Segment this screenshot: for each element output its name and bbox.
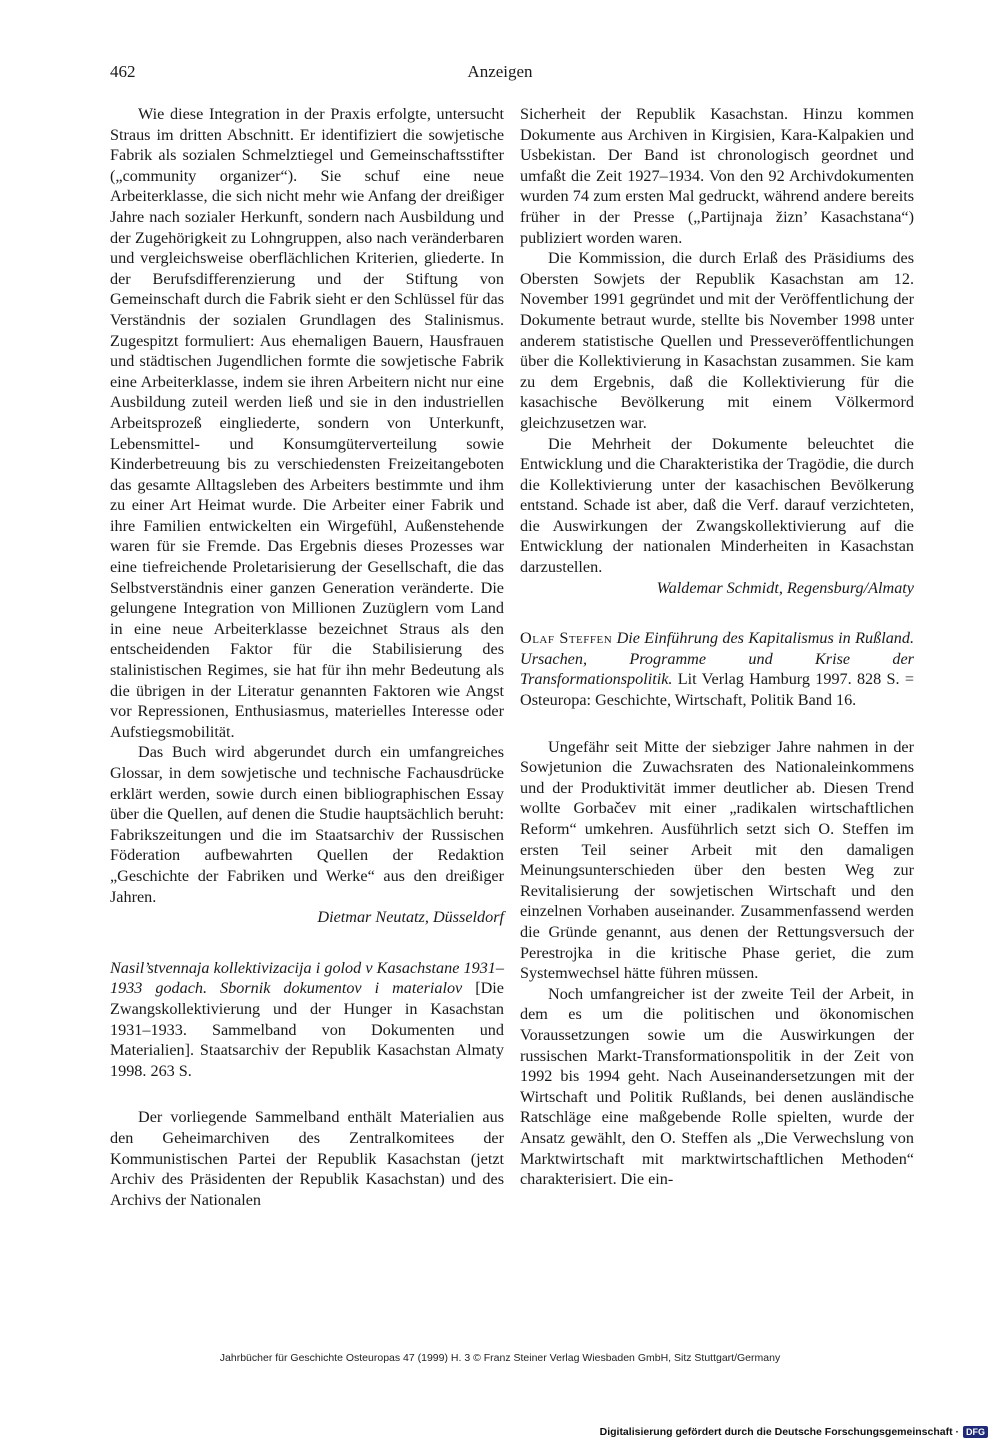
bibliographic-entry — [110, 958, 504, 1082]
reviewer-signature: Waldemar Schmidt, Regensburg/Almaty — [656, 578, 914, 597]
dfg-note-text: Digitalisierung gefördert durch die Deutsche Forschungsgemeinschaft · — [599, 1426, 959, 1438]
book-title: Nasil’stvennaja kollektivizacija i golod v Kasachstane 1931–1933 godach. Sbornik dokumentov i materialov — [110, 958, 504, 998]
book-details: Lit Verlag Hamburg 1997. 828 S. = Osteuropa: Geschichte, Wirtschaft, Politik Band 16. — [520, 670, 914, 710]
page-number: 462 — [110, 62, 136, 81]
journal-imprint: Jahrbücher für Geschichte Osteuropas 47 (1999) H. 3 © Franz Steiner Verlag Wiesbaden GmbH, Sitz Stuttgart/Germany — [219, 1352, 781, 1364]
book-author: Olaf Steffen — [520, 629, 613, 648]
review-paragraph: Das Buch wird abgerundet durch ein umfangreiches Glossar, in dem sowjetische und technische Fachausdrücke erklärt werden, sowie durch einen bibliographischen Essay über die Quellen, auf denen die Studie hauptsächlich beruht: Fabrikszeitungen und die im Staatsarchiv der Russischen Föderation aufbewahrten Quellen der Redaktion „Geschichte der Fabriken und Werke“ aus den dreißiger Jahren. — [110, 743, 504, 906]
right-column — [520, 104, 914, 1190]
dfg-logo-icon: DFG — [963, 1426, 988, 1438]
left-column — [110, 104, 504, 1210]
review-paragraph: Der vorliegende Sammelband enthält Materialien aus den Geheimarchiven des Zentralkomitees der Kommunistischen Partei der Republik Kasachstan (jetzt Archiv des Präsidenten der Republik Kasachstan) und des Archivs der Nationalen — [110, 1108, 504, 1209]
review-paragraph: Die Kommission, die durch Erlaß des Präsidiums des Obersten Sowjets der Republik Kasachstan am 12. November 1991 gegründet und mit der Veröffentlichung der Dokumente betraut wurde, stellte bis November 1998 unter anderem statistische Quellen und Presseveröffentlichungen über die Kollektivierung in Kasachstan zusammen. Sie kam zu dem Ergebnis, daß die Kollektivierung für die kasachische Bevölkerung mit einem Völkermord gleichzusetzen war. — [520, 249, 914, 432]
running-head: Anzeigen — [467, 62, 533, 81]
review-paragraph: Die Mehrheit der Dokumente beleuchtet die Entwicklung und die Charakteristika der Tragödie, die durch die Kollektivierung unter der kasachischen Bevölkerung entstand. Schade ist aber, daß die Verf. darauf verzichteten, die Auswirkungen der Zwangskollektivierung auf die Entwicklung der nationalen Minderheiten in Kasachstan darzustellen. — [520, 434, 914, 577]
book-details: [Die Zwangskollektivierung und der Hunger in Kasachstan 1931–1933. Sammelband von Dokumenten und Materialien]. Staatsarchiv der Republik Kasachstan Almaty 1998. 263 S. — [110, 979, 504, 1080]
book-title: Die Einführung des Kapitalismus in Rußland. Ursachen, Programme und Krise der Transformationspolitik. — [520, 629, 915, 689]
review-paragraph: Ungefähr seit Mitte der siebziger Jahre nahmen in der Sowjetunion die Zuwachsraten des Nationaleinkommens und der Produktivität immer deutlicher ab. Diesen Trend wollte Gorbačev mit einer „radikalen wirtschaftlichen Reform“ umkehren. Ausführlich setzt sich O. Steffen im ersten Teil seiner Arbeit mit den damaligen Meinungsunterschieden über den besten Weg zur Revitalisierung der sowjetischen Wirtschaft und den einzelnen Vorhaben auseinander. Zusammenfassend werden die Gründe genannt, aus denen der Rettungsversuch der Perestrojka in die kritische Phase geriet, die zum Systemwechsel hätte führen müssen. — [520, 737, 914, 983]
bibliographic-entry — [520, 628, 914, 710]
dfg-funding-note — [600, 1426, 988, 1438]
review-paragraph: Noch umfangreicher ist der zweite Teil der Arbeit, in dem es um die politischen und ökonomischen Voraussetzungen sowie um die Auswirkungen der russischen Markt-Transformationspolitik in der Zeit von 1992 bis 1994 geht. Nach Auseinandersetzungen mit der Wirtschaft und Politik Rußlands, bei denen ausländische Ratschläge eine maßgebende Rolle spielten, wurde der Ansatz gewählt, den O. Steffen als „Die Verwechslung von Marktwirtschaft mit marktwirtschaftlichen Methoden“ charakterisiert. Die ein- — [520, 984, 914, 1189]
review-paragraph: Wie diese Integration in der Praxis erfolgte, untersucht Straus im dritten Abschnitt. Er identifiziert die sowjetische Fabrik als sozialen Schmelztiegel und Gemeinschaftsstifter („community organizer“). Sie schuf eine neue Arbeiterklasse, die sich nicht mehr wie Anfang der dreißiger Jahre nach sozialer Herkunft, sondern nach Ausbildung und der Zugehörigkeit zu Lohngruppen, also nach veränderbaren und vergleichsweise oberflächlichen Kriterien, gliederte. In der Berufsdifferenzierung und der Stiftung von Gemeinschaft durch die Fabrik sieht er den Schlüssel für das Verständnis der sozialen Grundlagen des Stalinismus. Zugespitzt formuliert: Aus ehemaligen Bauern, Hausfrauen und städtischen Jugendlichen formte die sowjetische Fabrik eine Arbeiterklasse, indem sie ihren Arbeitern nicht nur eine Ausbildung zuteil werden ließ und sie in den industriellen Arbeitsprozeß eingliederte, sondern von Unterkunft, Lebensmittel- und Konsumgüterverteilung sowie Kinderbetreuung bis zu verschiedensten Freizeitangeboten das gesamte Alltagsleben des Arbeiters bestimmte und ihm zu einer Art Heimat wurde. Die Arbeiter einer Fabrik und ihre Familien entwickelten ein Wirgefühl, Außenstehende waren für sie Fremde. Das Ergebnis dieses Prozesses war eine tiefreichende Proletarisierung der Gesellschaft, die das Selbstverständnis einer ganzen Generation veränderte. Die gelungene Integration von Millionen Zuzüglern vom Land in eine neue Arbeiterklasse bezeichnet Straus als den entscheidenden Faktor für die Stabilisierung des stalinistischen Regimes, sie hat für ihn mehr Bedeutung als die übrigen in der Literatur genannten Faktoren wie Angst vor Repressionen, Enthusiasmus, materielles Interesse oder Aufstiegsmobilität. — [110, 105, 504, 741]
review-paragraph: Sicherheit der Republik Kasachstan. Hinzu kommen Dokumente aus Archiven in Kirgisien, Kara-Kalpakien und Usbekistan. Der Band ist chronologisch geordnet und umfaßt die Zeit 1927–1934. Von den 92 Archivdokumenten wurden 74 zum ersten Mal gedruckt, während andere bereits früher in der Presse („Partijnaja žizn’ Kasachstana“) publiziert worden waren. — [520, 105, 914, 247]
reviewer-signature: Dietmar Neutatz, Düsseldorf — [317, 908, 504, 927]
